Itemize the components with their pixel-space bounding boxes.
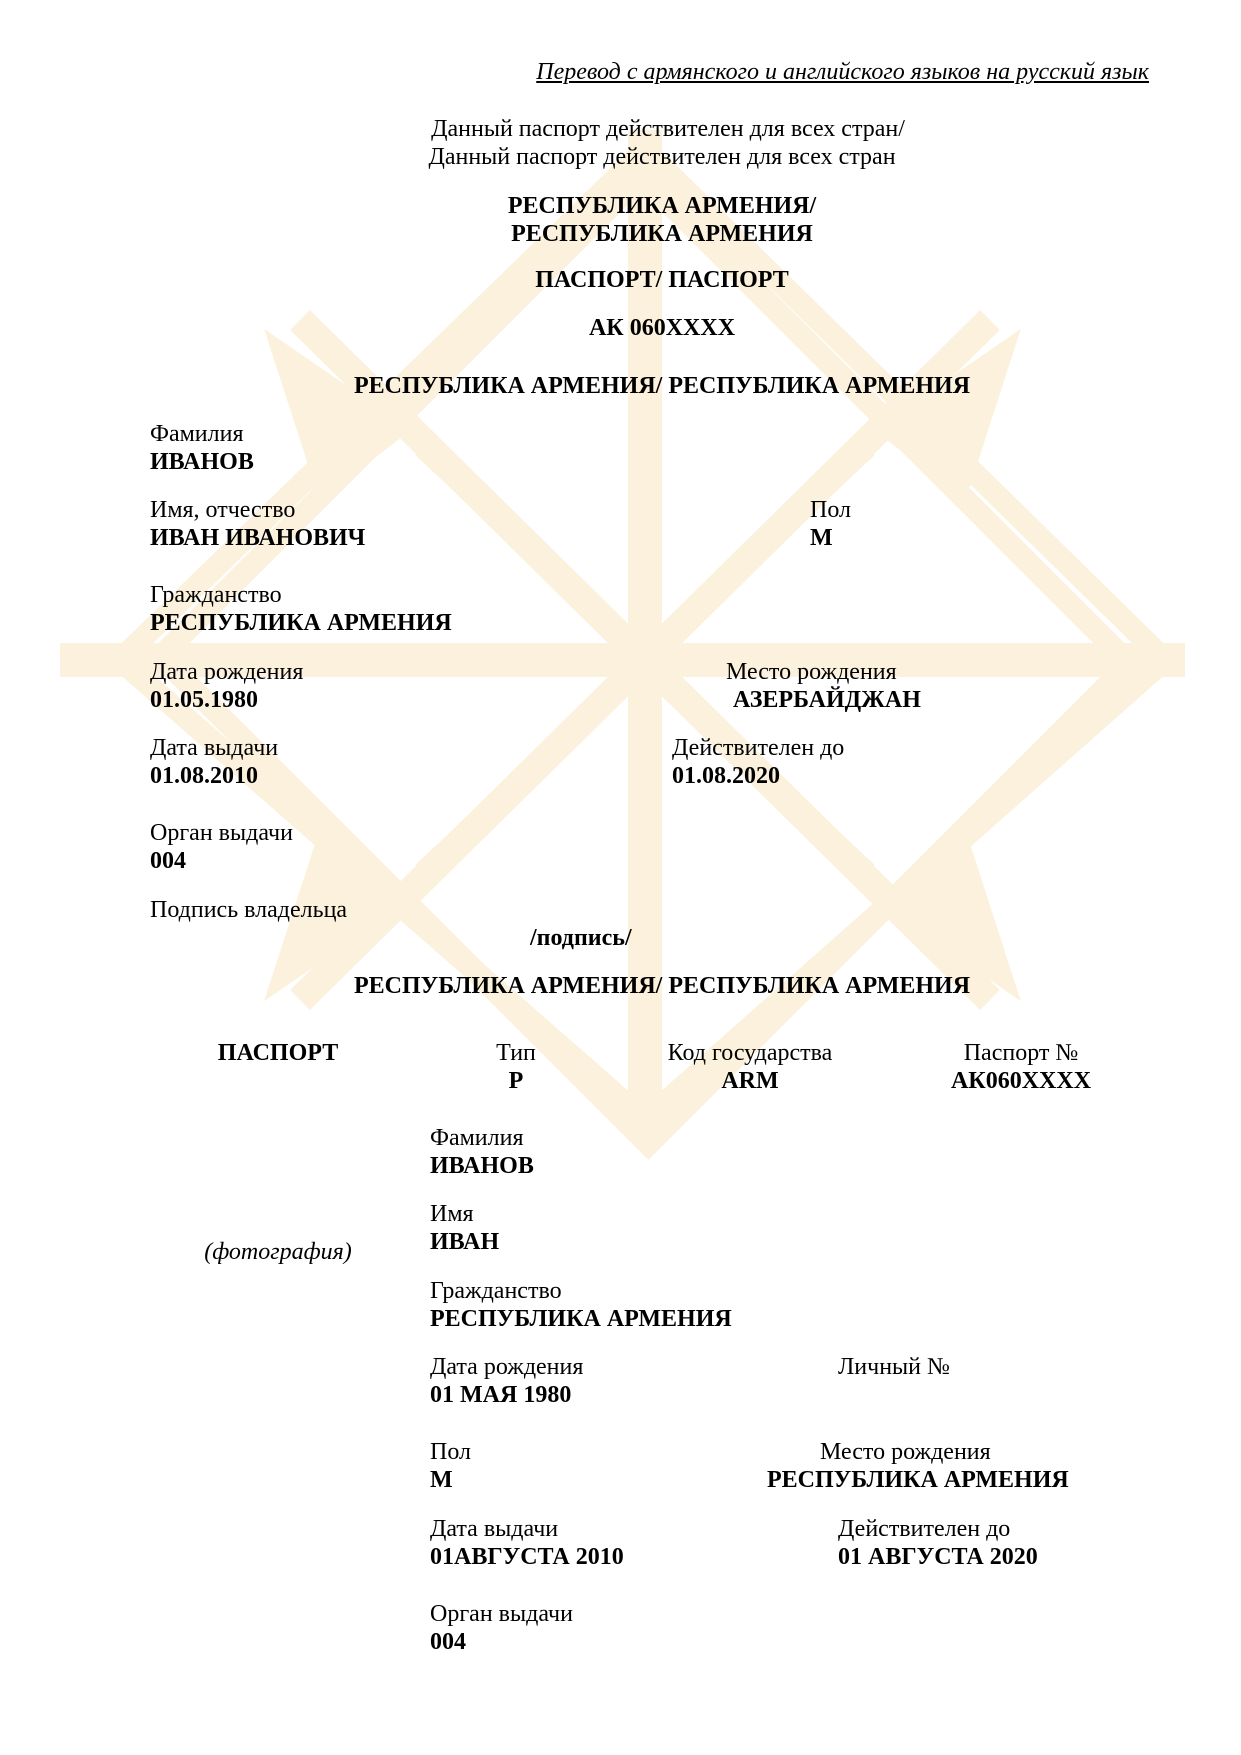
page2-country-code: ARM (721, 1068, 779, 1094)
passport-number-title: АК 060XXXX (588, 315, 736, 341)
page1-birth-date-label: Дата рождения (150, 659, 304, 685)
page1-birth-place-label: Место рождения (726, 659, 897, 685)
page1-surname-label: Фамилия (150, 421, 244, 447)
page2-sex-label: Пол (430, 1439, 471, 1465)
page1-authority: 004 (150, 848, 186, 874)
validity-line-1: Данный паспорт действителен для всех стран/ (431, 116, 905, 142)
republic-title-1: РЕСПУБЛИКА АРМЕНИЯ/ (507, 193, 817, 219)
page2-country-code-label: Код государства (667, 1040, 833, 1066)
page1-surname: ИВАНОВ (150, 449, 254, 475)
page2-birth-date-label: Дата рождения (430, 1354, 584, 1380)
page1-sex: М (810, 525, 833, 551)
page2-birth-date: 01 МАЯ 1980 (430, 1382, 572, 1408)
page2-citizenship-label: Гражданство (430, 1278, 562, 1304)
page2-surname-label: Фамилия (430, 1125, 524, 1151)
page2-passport-no-label: Паспорт № (963, 1040, 1079, 1066)
page2-type: P (508, 1068, 524, 1094)
page2-authority-label: Орган выдачи (430, 1601, 573, 1627)
page2-issue-date: 01АВГУСТА 2010 (430, 1544, 624, 1570)
page2-name: ИВАН (430, 1229, 500, 1255)
page1-sex-label: Пол (810, 497, 851, 523)
page2-passport-no: АК060XXXX (950, 1068, 1092, 1094)
page2-issue-date-label: Дата выдачи (430, 1516, 559, 1542)
page2-name-label: Имя (430, 1201, 474, 1227)
page2-surname: ИВАНОВ (430, 1153, 534, 1179)
page2-birth-place: РЕСПУБЛИКА АРМЕНИЯ (767, 1467, 1069, 1493)
page2-photo-placeholder: (фотография) (204, 1239, 352, 1265)
validity-line-2: Данный паспорт действителен для всех стран (428, 144, 896, 170)
page2-authority: 004 (430, 1629, 466, 1655)
page1-name: ИВАН ИВАНОВИЧ (150, 525, 366, 551)
page2-valid-until: 01 АВГУСТА 2020 (838, 1544, 1038, 1570)
page1-name-label: Имя, отчество (150, 497, 296, 523)
page1-valid-until: 01.08.2020 (672, 763, 780, 789)
page2-birth-place-label: Место рождения (820, 1439, 991, 1465)
page2-republic-heading: РЕСПУБЛИКА АРМЕНИЯ/ РЕСПУБЛИКА АРМЕНИЯ (353, 973, 971, 999)
passport-title: ПАСПОРТ/ ПАСПОРТ (535, 267, 789, 293)
page1-signature-label: Подпись владельца (150, 897, 348, 923)
page1-authority-label: Орган выдачи (150, 820, 293, 846)
page2-type-label: Тип (496, 1040, 536, 1066)
page2-passport-label: ПАСПОРТ (217, 1040, 339, 1066)
page1-valid-until-label: Действителен до (672, 735, 845, 761)
page1-issue-date: 01.08.2010 (150, 763, 258, 789)
page1-citizenship-label: Гражданство (150, 582, 282, 608)
page2-personal-no-label: Личный № (838, 1354, 950, 1380)
page2-sex: М (430, 1467, 453, 1493)
republic-title-2: РЕСПУБЛИКА АРМЕНИЯ (511, 221, 813, 247)
page1-birth-place: АЗЕРБАЙДЖАН (733, 687, 921, 713)
page1-birth-date: 01.05.1980 (150, 687, 258, 713)
page2-valid-until-label: Действителен до (838, 1516, 1011, 1542)
page1-republic-heading: РЕСПУБЛИКА АРМЕНИЯ/ РЕСПУБЛИКА АРМЕНИЯ (353, 373, 971, 399)
page1-citizenship: РЕСПУБЛИКА АРМЕНИЯ (150, 610, 452, 636)
page1-issue-date-label: Дата выдачи (150, 735, 279, 761)
translation-note: Перевод с армянского и английского языков на русский язык (536, 59, 1149, 85)
page2-citizenship: РЕСПУБЛИКА АРМЕНИЯ (430, 1306, 732, 1332)
page1-signature: /подпись/ (530, 925, 632, 951)
